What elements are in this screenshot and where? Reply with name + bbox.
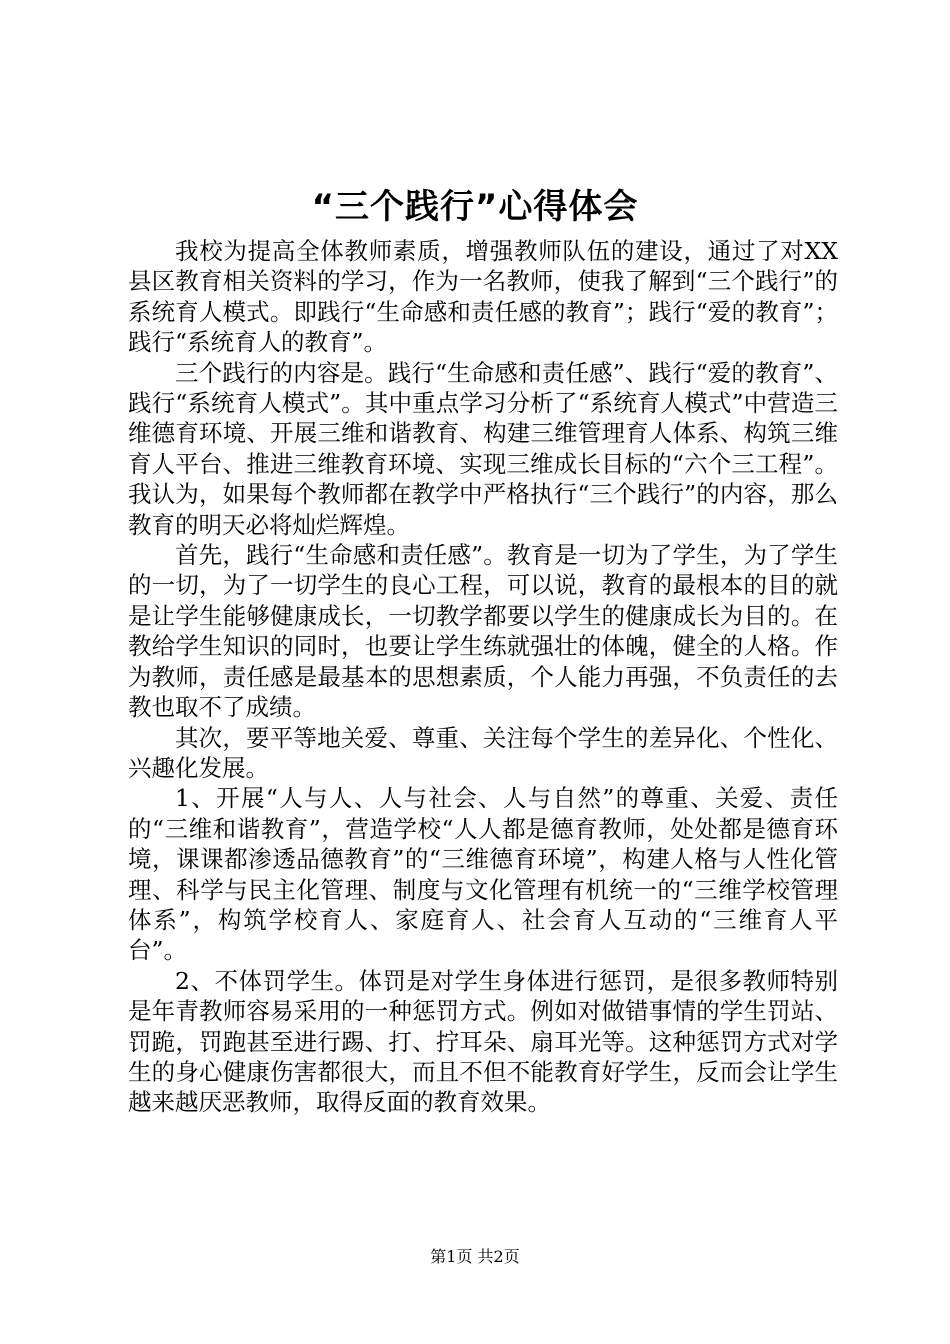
paragraph-item-2: 2、不体罚学生。体罚是对学生身体进行惩罚，是很多教师特别是年青教师容易采用的一种惩罚方式。例如对做错事情的学生罚站、罚跪，罚跑甚至进行踢、打、拧耳朵、扇耳光等。这种惩罚方式对学生的身心健康伤害都很大，而且不但不能教育好学生，反而会让学生越来越厌恶教师，取得反面的教育效果。: [128, 966, 838, 1117]
paragraph-second: 其次，要平等地关爱、尊重、关注每个学生的差异化、个性化、兴趣化发展。: [128, 723, 838, 782]
paragraph-intro: 我校为提高全体教师素质，增强教师队伍的建设，通过了对XX县区教育相关资料的学习，作为一名教师，使我了解到“三个践行”的系统育人模式。即践行“生命感和责任感的教育”；践行“爱的教育”；践行“系统育人的教育”。: [128, 237, 838, 357]
document-title: “三个践行”心得体会: [311, 187, 639, 227]
paragraph-first: 首先，践行“生命感和责任感”。教育是一切为了学生，为了学生的一切，为了一切学生的良心工程，可以说，教育的最根本的目的就是让学生能够健康成长，一切教学都要以学生的健康成长为目的。在教给学生知识的同时，也要让学生练就强壮的体魄，健全的人格。作为教师，责任感是最基本的思想素质，个人能力再强，不负责任的去教也取不了成绩。: [128, 541, 838, 722]
page-footer: 第1页 共2页: [430, 1247, 520, 1266]
document-body: [128, 236, 838, 1118]
paragraph-content: 三个践行的内容是。践行“生命感和责任感”、践行“爱的教育”、践行“系统育人模式”。其中重点学习分析了“系统育人模式”中营造三维德育环境、开展三维和谐教育、构建三维管理育人体系、构筑三维育人平台、推进三维教育环境、实现三维成长目标的“六个三工程”。我认为，如果每个教师都在教学中严格执行“三个践行”的内容，那么教育的明天必将灿烂辉煌。: [128, 358, 838, 539]
paragraph-item-1: 1、开展“人与人、人与社会、人与自然”的尊重、关爱、责任的“三维和谐教育”，营造学校“人人都是德育教师，处处都是德育环境，课课都渗透品德教育”的“三维德育环境”，构建人格与人性化管理、科学与民主化管理、制度与文化管理有机统一的“三维学校管理体系”，构筑学校育人、家庭育人、社会育人互动的“三维育人平台”。: [128, 784, 838, 965]
